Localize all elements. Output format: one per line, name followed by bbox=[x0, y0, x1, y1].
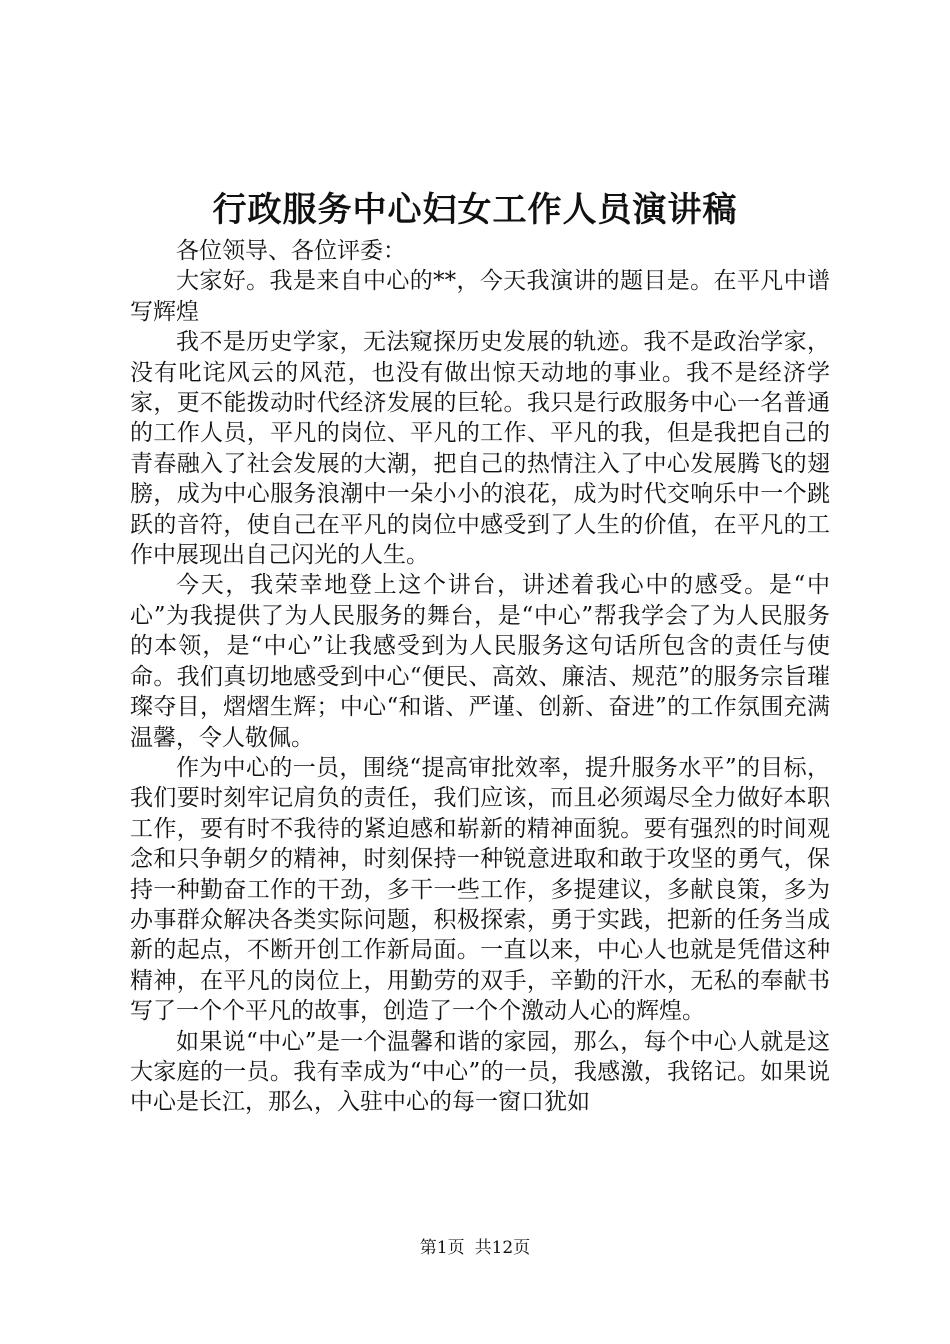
paragraph-body-2: 今天，我荣幸地登上这个讲台，讲述着我心中的感受。是“中心”为我提供了为人民服务的舞台，是“中心”帮我学会了为人民服务的本领，是“中心”让我感受到为人民服务这句话所包含的责任与使命。我们真切地感受到中心“便民、高效、廉洁、规范”的服务宗旨璀璨夺目，熠熠生辉；中心“和谐、严谨、创新、奋进”的工作氛围充满温馨，令人敬佩。 bbox=[130, 572, 830, 751]
paragraph-body-3: 作为中心的一员，围绕“提高审批效率，提升服务水平”的目标，我们要时刻牢记肩负的责任，我们应该，而且必须竭尽全力做好本职工作，要有时不我待的紧迫感和崭新的精神面貌。要有强烈的时间观念和只争朝夕的精神，时刻保持一种锐意进取和敢于攻坚的勇气，保持一种勤奋工作的干劲，多干一些工作，多提建议，多献良策，多为办事群众解决各类实际问题，积极探索，勇于实践，把新的任务当成新的起点，不断开创工作新局面。一直以来，中心人也就是凭借这种精神，在平凡的岗位上，用勤劳的双手，辛勤的汗水，无私的奉献书写了一个个平凡的故事，创造了一个个激动人心的辉煌。 bbox=[130, 754, 830, 1025]
paragraph-greeting: 大家好。我是来自中心的**，今天我演讲的题目是。在平凡中谱写辉煌 bbox=[130, 268, 830, 325]
document-body bbox=[130, 236, 830, 1118]
paragraph-salutation: 各位领导、各位评委： bbox=[176, 238, 406, 264]
page-number: 第1页 bbox=[419, 1238, 465, 1258]
document-title: 行政服务中心妇女工作人员演讲稿 bbox=[212, 190, 738, 230]
paragraph-body-4: 如果说“中心”是一个温馨和谐的家园，那么，每个中心人就是这大家庭的一员。我有幸成为“中心”的一员，我感激，我铭记。如果说中心是长江，那么，入驻中心的每一窗口犹如 bbox=[130, 1028, 830, 1116]
paragraph-body-1: 我不是历史学家，无法窥探历史发展的轨迹。我不是政治学家，没有叱诧风云的风范，也没有做出惊天动地的事业。我不是经济学家，更不能拨动时代经济发展的巨轮。我只是行政服务中心一名普通的工作人员，平凡的岗位、平凡的工作、平凡的我，但是我把自己的青春融入了社会发展的大潮，把自己的热情注入了中心发展腾飞的翅膀，成为中心服务浪潮中一朵小小的浪花，成为时代交响乐中一个跳跃的音符，使自己在平凡的岗位中感受到了人生的价值，在平凡的工作中展现出自己闪光的人生。 bbox=[130, 329, 830, 569]
page-footer bbox=[0, 1236, 950, 1260]
page-total: 共12页 bbox=[474, 1238, 531, 1258]
